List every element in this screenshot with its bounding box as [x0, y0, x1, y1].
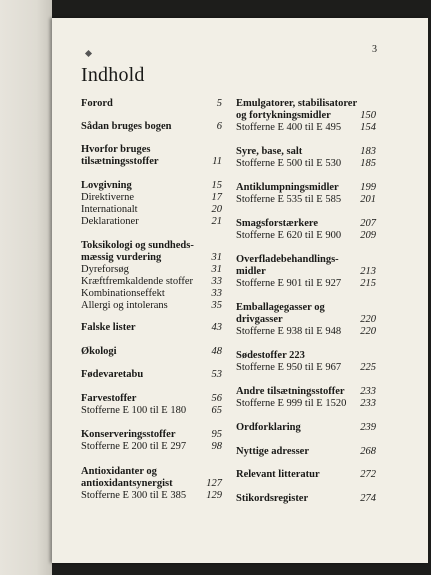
toc-entry: Andre tilsætningsstoffer: [236, 386, 345, 397]
toc-page-number: 31: [211, 252, 222, 263]
toc-page-number: 201: [360, 194, 376, 205]
toc-page-number: 11: [212, 156, 222, 167]
toc-page-number: 268: [360, 446, 376, 457]
toc-entry: Stofferne E 938 til E 948: [236, 326, 342, 337]
toc-entry: Stofferne E 999 til E 1520: [236, 398, 347, 409]
toc-page-number: 56: [211, 393, 222, 404]
toc-entry: Sådan bruges bogen: [81, 121, 172, 132]
toc-entry: Stikordsregister: [236, 493, 309, 504]
toc-page-number: 154: [360, 122, 376, 133]
toc-entry: Lovgivning: [81, 180, 132, 191]
toc-entry: Relevant litteratur: [236, 469, 320, 480]
toc-page-number: 207: [360, 218, 376, 229]
toc-entry: og fortykningsmidler: [236, 110, 331, 121]
toc-page-number: 35: [211, 300, 222, 311]
toc-page-number: 5: [216, 98, 222, 109]
toc-page-number: 220: [360, 326, 376, 337]
book-page: [52, 18, 428, 563]
toc-page-number: 33: [211, 276, 222, 287]
toc-entry: Antioxidanter og: [81, 466, 157, 477]
toc-entry: Fødevaretabu: [81, 369, 144, 380]
toc-entry: Deklarationer: [81, 216, 139, 227]
toc-page-number: 272: [360, 469, 376, 480]
toc-entry: Dyreforsøg: [81, 264, 129, 275]
toc-entry: midler: [236, 266, 266, 277]
toc-page-number: 199: [360, 182, 376, 193]
toc-entry: Nyttige adresser: [236, 446, 309, 457]
toc-page-number: 213: [360, 266, 376, 277]
toc-entry: Falske lister: [81, 322, 136, 333]
page-title: Indhold: [81, 64, 145, 86]
toc-page-number: 33: [211, 288, 222, 299]
toc-entry: Stofferne E 400 til E 495: [236, 122, 342, 133]
toc-page-number: 17: [211, 192, 222, 203]
toc-page-number: 209: [360, 230, 376, 241]
toc-page-number: 6: [216, 121, 222, 132]
toc-entry: Kombinationseffekt: [81, 288, 165, 299]
toc-entry: Stofferne E 535 til E 585: [236, 194, 342, 205]
toc-entry: Stofferne E 200 til E 297: [81, 441, 187, 452]
toc-entry: Forord: [81, 98, 113, 109]
toc-page-number: 127: [206, 478, 222, 489]
toc-page-number: 65: [211, 405, 222, 416]
toc-entry: Farvestoffer: [81, 393, 137, 404]
page-number: 3: [372, 44, 377, 55]
toc-page-number: 15: [211, 180, 222, 191]
toc-entry: Stofferne E 950 til E 967: [236, 362, 342, 373]
toc-entry: Konserveringsstoffer: [81, 429, 176, 440]
toc-page-number: 274: [360, 493, 376, 504]
toc-entry: Emballagegasser og: [236, 302, 325, 313]
toc-entry: Direktiverne: [81, 192, 135, 203]
toc-entry: tilsætningsstoffer: [81, 156, 159, 167]
toc-entry: Stofferne E 100 til E 180: [81, 405, 187, 416]
toc-page-number: 185: [360, 158, 376, 169]
previous-page-edge: [0, 0, 52, 575]
toc-page-number: 95: [211, 429, 222, 440]
toc-page-number: 98: [211, 441, 222, 452]
toc-page-number: 20: [211, 204, 222, 215]
toc-entry: Økologi: [81, 346, 117, 357]
toc-entry: Hvorfor bruges: [81, 144, 151, 155]
toc-entry: Allergi og intolerans: [81, 300, 168, 311]
toc-page-number: 215: [360, 278, 376, 289]
toc-page-number: 150: [360, 110, 376, 121]
toc-entry: Antiklumpningsmidler: [236, 182, 339, 193]
toc-page-number: 225: [360, 362, 376, 373]
toc-entry: Ordforklaring: [236, 422, 301, 433]
toc-page-number: 129: [206, 490, 222, 501]
toc-entry: Kræftfremkaldende stoffer: [81, 276, 194, 287]
toc-page-number: 21: [211, 216, 222, 227]
toc-page-number: 53: [211, 369, 222, 380]
toc-entry: Syre, base, salt: [236, 146, 303, 157]
toc-entry: antioxidantsynergist: [81, 478, 173, 489]
toc-entry: Stofferne E 500 til E 530: [236, 158, 342, 169]
toc-entry: Internationalt: [81, 204, 138, 215]
toc-page-number: 233: [360, 386, 376, 397]
toc-page-number: 239: [360, 422, 376, 433]
toc-entry: Stofferne E 901 til E 927: [236, 278, 342, 289]
toc-entry: Toksikologi og sundheds-: [81, 240, 194, 251]
toc-page-number: 233: [360, 398, 376, 409]
toc-page-number: 220: [360, 314, 376, 325]
toc-entry: Stofferne E 300 til E 385: [81, 490, 187, 501]
toc-entry: Sødestoffer 223: [236, 350, 305, 361]
toc-entry: Smagsforstærkere: [236, 218, 319, 229]
toc-entry: mæssig vurdering: [81, 252, 162, 263]
toc-entry: Stofferne E 620 til E 900: [236, 230, 342, 241]
toc-page-number: 48: [211, 346, 222, 357]
toc-entry: Emulgatorer, stabilisatorer: [236, 98, 358, 109]
diamond-ornament-icon: [85, 50, 92, 57]
toc-page-number: 31: [211, 264, 222, 275]
toc-entry: Overfladebehandlings-: [236, 254, 339, 265]
toc-page-number: 43: [211, 322, 222, 333]
toc-page-number: 183: [360, 146, 376, 157]
toc-entry: drivgasser: [236, 314, 283, 325]
